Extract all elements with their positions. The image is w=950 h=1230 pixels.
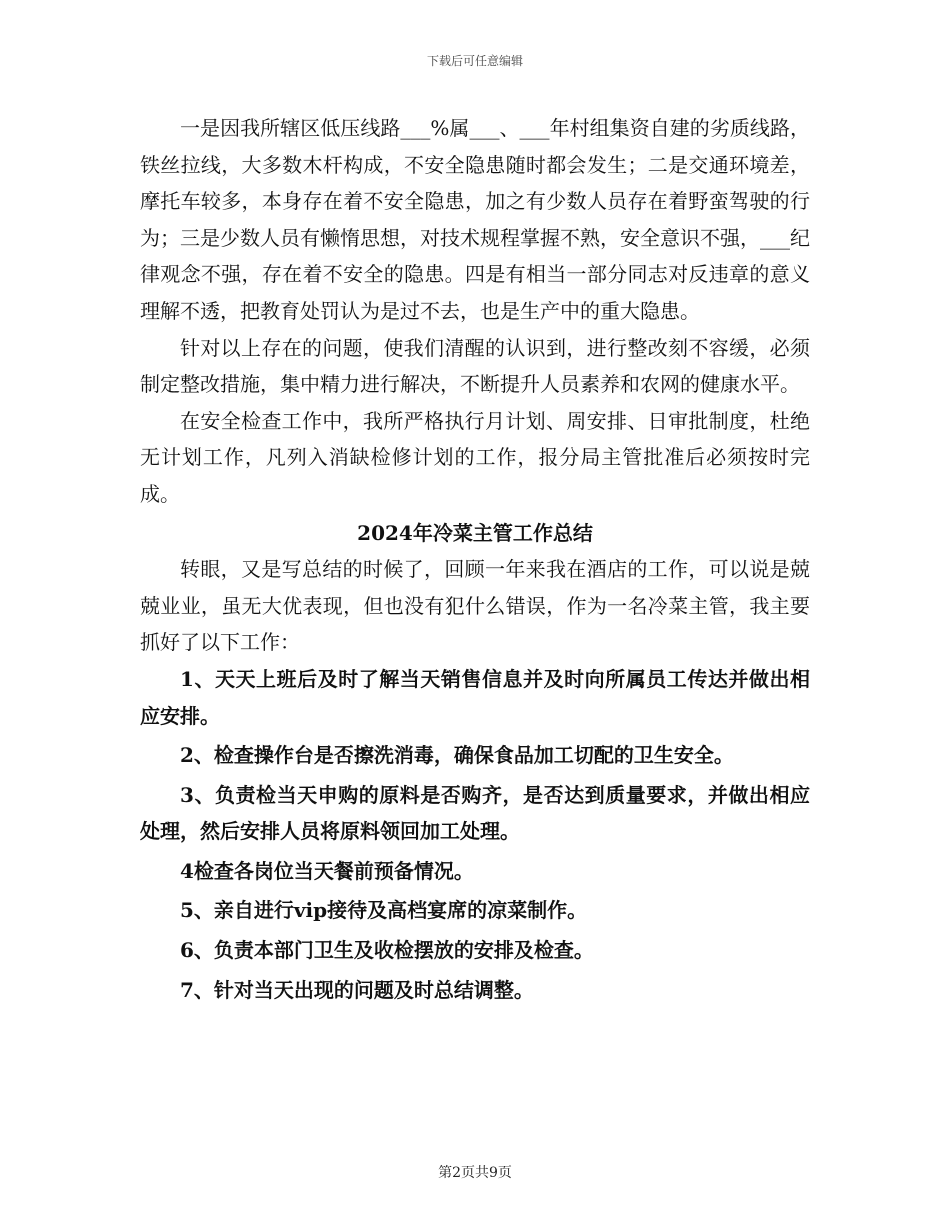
page-footer: 第2页共9页	[438, 1165, 512, 1181]
list-item: 3、负责检当天申购的原料是否购齐，是否达到质量要求，并做出相应处理，然后安排人员将原料领回加工处理。	[140, 782, 810, 844]
paragraph-hazards: 一是因我所辖区低压线路___%属___、___年村组集资自建的劣质线路，铁丝拉线，大多数木杆构成，不安全隐患随时都会发生；二是交通环境差，摩托车较多，本身存在着不安全隐患，加之有少数人员存在着野蛮驾驶的行为；三是少数人员有懒惰思想，对技术规程掌握不熟，安全意识不强，___纪律观念不强，存在着不安全的隐患。四是有相当一部分同志对反违章的意义理解不透，把教育处罚认为是过不去，也是生产中的重大隐患。	[140, 116, 810, 323]
list-item: 6、负责本部门卫生及收检摆放的安排及检查。	[180, 938, 594, 963]
list-item: 2、检查操作台是否擦洗消毒，确保食品加工切配的卫生安全。	[180, 743, 734, 768]
list-item: 1、天天上班后及时了解当天销售信息并及时向所属员工传达并做出相应安排。	[140, 666, 810, 728]
paragraph-rectification: 针对以上存在的问题，使我们清醒的认识到，进行整改刻不容缓，必须制定整改措施，集中精力进行解决，不断提升人员素养和农网的健康水平。	[140, 335, 810, 397]
list-item: 7、针对当天出现的问题及时总结调整。	[180, 977, 534, 1002]
document-body	[140, 110, 810, 1008]
paragraph-safety-inspection: 在安全检查工作中，我所严格执行月计划、周安排、日审批制度，杜绝无计划工作，凡列入消缺检修计划的工作，报分局主管批准后必须按时完成。	[140, 408, 810, 506]
list-item: 4检查各岗位当天餐前预备情况。	[180, 858, 474, 883]
work-item-list	[140, 661, 810, 1008]
section-intro: 转眼，又是写总结的时候了，回顾一年来我在酒店的工作，可以说是兢兢业业，虽无大优表现，但也没有犯什么错误，作为一名冷菜主管，我主要抓好了以下工作：	[140, 557, 810, 655]
list-item: 5、亲自进行vip接待及高档宴席的凉菜制作。	[180, 898, 588, 923]
page-header: 下载后可任意编辑	[426, 54, 523, 68]
section-title: 2024年冷菜主管工作总结	[357, 520, 593, 545]
